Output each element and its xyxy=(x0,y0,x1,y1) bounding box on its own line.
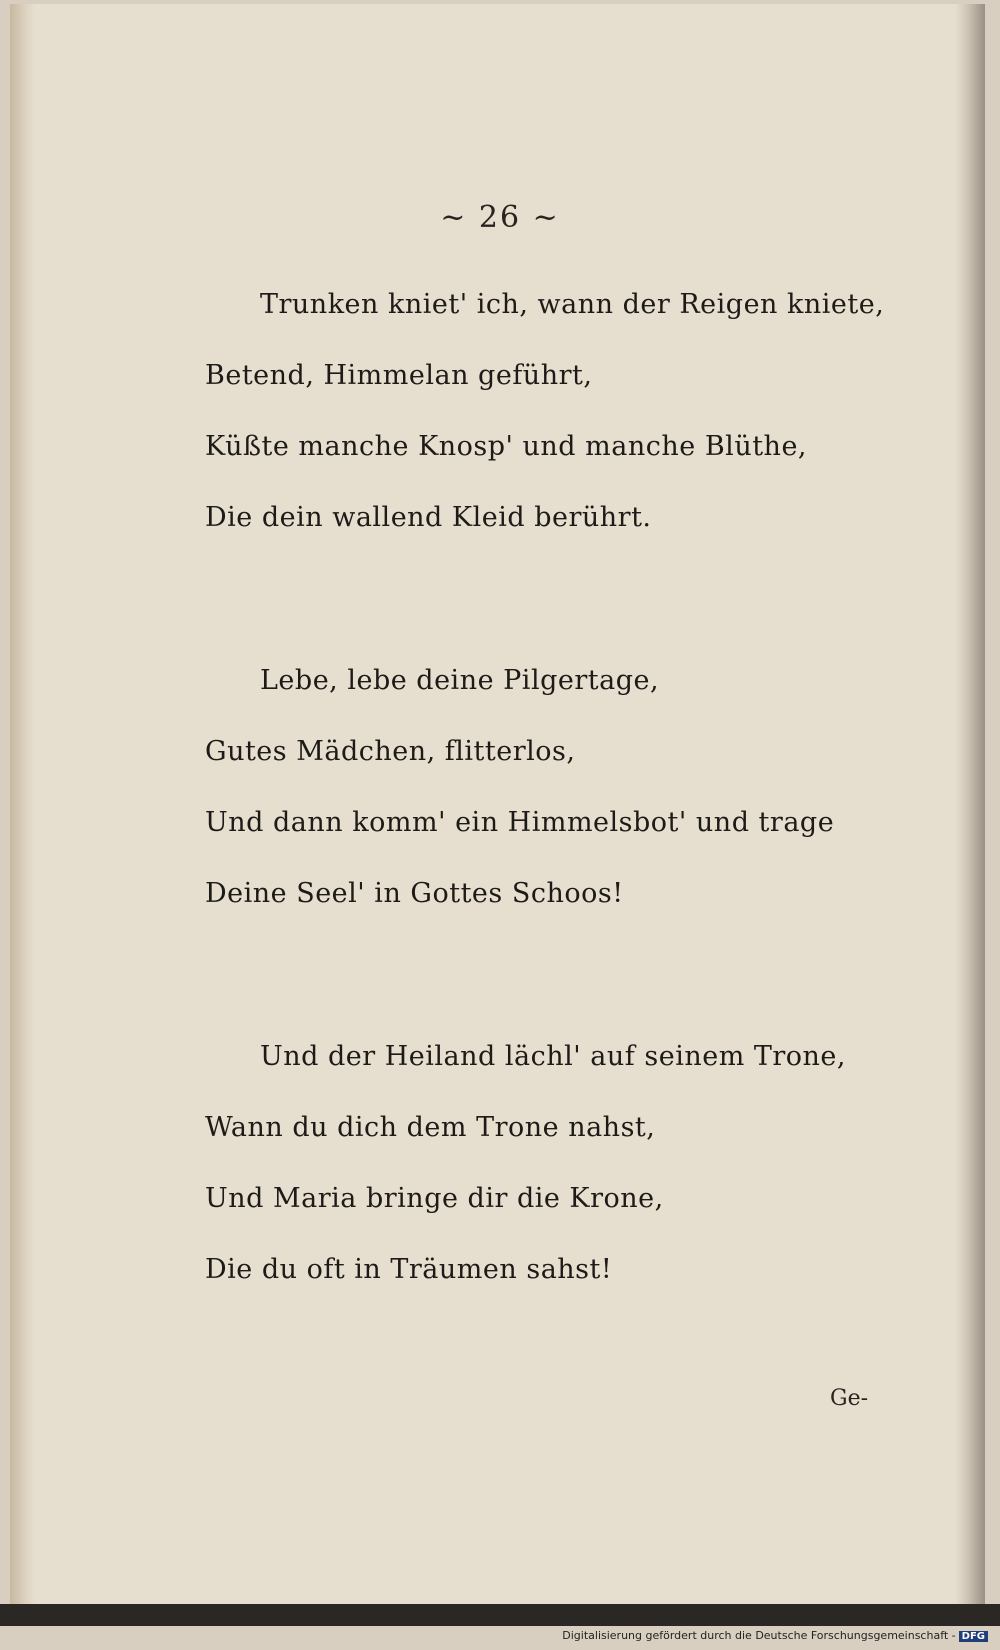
stanza-1 xyxy=(205,285,905,569)
poem xyxy=(205,285,905,1413)
dfg-logo: DFG xyxy=(959,1631,988,1642)
page-left-edge xyxy=(10,4,36,1604)
footer-text: Digitalisierung gefördert durch die Deutsche Forschungsgemeinschaft - xyxy=(562,1629,956,1642)
poem-line: Trunken kniet' ich, wann der Reigen kniete, xyxy=(260,289,885,320)
poem-line: Die dein wallend Kleid berührt. xyxy=(205,502,652,533)
page-right-edge xyxy=(955,4,985,1604)
stanza-2 xyxy=(205,661,905,945)
poem-line: Deine Seel' in Gottes Schoos! xyxy=(205,878,624,909)
poem-line: Und dann komm' ein Himmelsbot' und trage xyxy=(205,807,835,838)
poem-line: Und der Heiland lächl' auf seinem Trone, xyxy=(260,1041,846,1072)
poem-line: Gutes Mädchen, flitterlos, xyxy=(205,736,576,767)
poem-line: Die du oft in Träumen sahst! xyxy=(205,1254,613,1285)
poem-line: Küßte manche Knosp' und manche Blüthe, xyxy=(205,431,808,462)
poem-line: Wann du dich dem Trone nahst, xyxy=(205,1112,656,1143)
poem-line: Und Maria bringe dir die Krone, xyxy=(205,1183,664,1214)
poem-line: Lebe, lebe deine Pilgertage, xyxy=(260,665,660,696)
digitization-footer xyxy=(562,1629,988,1642)
page-number: ~ 26 ~ xyxy=(440,200,560,235)
stanza-3 xyxy=(205,1037,905,1321)
scan-bottom-band xyxy=(0,1604,1000,1626)
poem-line: Betend, Himmelan geführt, xyxy=(205,360,593,391)
catchword: Ge- xyxy=(830,1386,869,1411)
